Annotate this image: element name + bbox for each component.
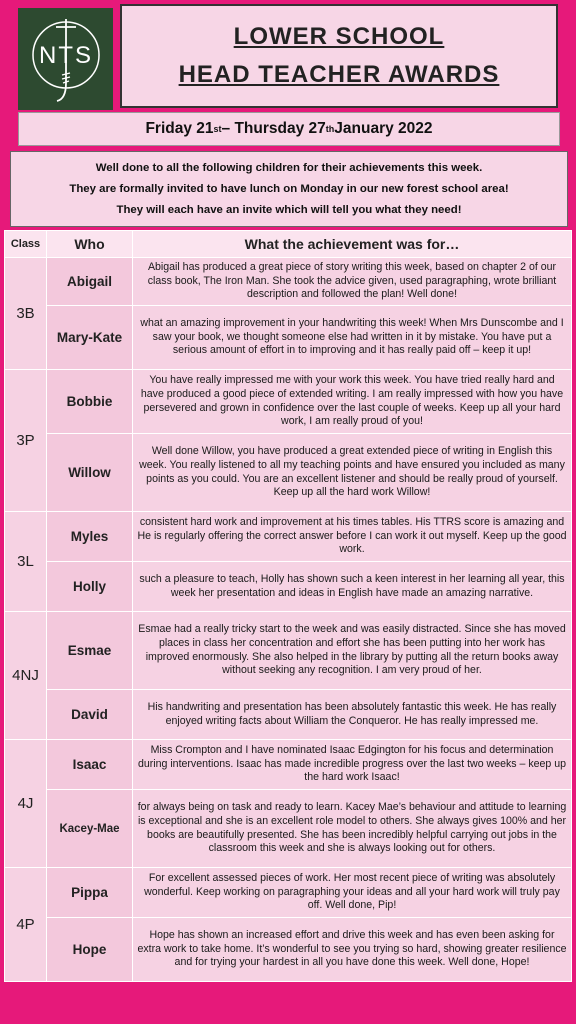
table-row [5,790,572,868]
date-sup-2: th [325,124,335,134]
school-crest-icon [23,13,109,105]
table-row [5,740,572,790]
achievement-text: Miss Crompton and I have nominated Isaac Edgington for his focus and determination during interventions. Isaac has made incredible progress over the last two weeks – keep up the hard work Isaac! [133,740,572,790]
achievement-text: Esmae had a really tricky start to the week and was easily distracted. Since she has moved places in class her concentration and effort she has been putting into her work has improved enormously. She also helped in the library by putting all the return books away without seeking any recognition. I am very proud of her. [133,612,572,690]
table-row [5,306,572,370]
intro-message [10,151,568,227]
header-class: Class [5,231,47,258]
table-row [5,562,572,612]
title-line-2: HEAD TEACHER AWARDS [178,61,500,88]
table-row [5,690,572,740]
achievement-text: Abigail has produced a great piece of story writing this week, based on chapter 2 of our class book, The Iron Man. She took the advice given, used paragraphing, wrote brilliant description and followed the plan! Well done! [133,258,572,306]
pupil-name: Esmae [47,612,133,690]
table-row [5,434,572,512]
logo-lettering: NTS [38,42,93,69]
intro-line-3: They will each have an invite which will tell you what they need! [116,203,462,216]
achievement-text: His handwriting and presentation has been absolutely fantastic this week. He has really enjoyed writing facts about William the Conqueror. He has really impressed me. [133,690,572,740]
achievement-text: Well done Willow, you have produced a great extended piece of writing in English this week. You really listened to all my teaching points and have ensured you included as many points as you could. You are an excellent listener and should be really proud of yourself. Keep up all the hard work Willow! [133,434,572,512]
pupil-name: Pippa [47,868,133,918]
pupil-name: Holly [47,562,133,612]
achievement-text: such a pleasure to teach, Holly has shown such a keen interest in her learning all year, this week her presentation and ideas in English have made an amazing narrative. [133,562,572,612]
title-banner [120,4,558,108]
pupil-name: Bobbie [47,370,133,434]
achievement-text: Hope has shown an increased effort and drive this week and has even been asking for extra work to take home. It’s wonderful to see you trying so hard, showing greater resilience and for trying your hardest in all you have done this week. Well done, Hope! [133,918,572,982]
pupil-name: Kacey-Mae [47,790,133,868]
title-line-1: LOWER SCHOOL [233,23,445,50]
class-cell: 3P [5,370,47,512]
table-row [5,612,572,690]
date-prefix: Friday 21 [145,120,214,137]
table-row [5,258,572,306]
school-logo [18,8,113,110]
class-cell: 3B [5,258,47,370]
pupil-name: Isaac [47,740,133,790]
table-row [5,512,572,562]
pupil-name: Willow [47,434,133,512]
achievement-text: what an amazing improvement in your handwriting this week! When Mrs Dunscombe and I saw your book, we thought someone else had written in it by mistake. You have put a serious amount of effort in to improving and it has really paid off – keep it up! [133,306,572,370]
table-row [5,370,572,434]
pupil-name: Hope [47,918,133,982]
achievement-text: You have really impressed me with your work this week. You have tried really hard and have produced a good piece of extended writing. I am really impressed with how you have persevered and grown in confidence over the last couple of weeks. Keep up all your hard work, I am really proud of you! [133,370,572,434]
date-range [18,112,560,146]
achievement-text: for always being on task and ready to learn. Kacey Mae’s behaviour and attitude to learning is exceptional and she is an excellent role model to others. She always gives 100% and her books are beautifully presented. She has been incredibly helpful carrying out jobs in the classroom this week and she is always looking out for others. [133,790,572,868]
pupil-name: Abigail [47,258,133,306]
intro-line-1: Well done to all the following children for their achievements this week. [95,161,483,174]
pupil-name: David [47,690,133,740]
table-row [5,918,572,982]
awards-table [4,230,572,982]
class-cell: 4J [5,740,47,868]
date-middle: – Thursday 27 [221,120,326,137]
header-what: What the achievement was for… [133,231,572,258]
table-row [5,868,572,918]
table-header-row [5,231,572,258]
class-cell: 4P [5,868,47,982]
date-sup-1: st [213,124,222,134]
date-suffix: January 2022 [334,120,433,137]
header-who: Who [47,231,133,258]
achievement-text: For excellent assessed pieces of work. Her most recent piece of writing was absolutely wonderful. Keep working on paragraphing your ideas and all your hard work will truly pay off. Well done, Pip! [133,868,572,918]
class-cell: 3L [5,512,47,612]
pupil-name: Myles [47,512,133,562]
achievement-text: consistent hard work and improvement at his times tables. His TTRS score is amazing and He is regularly offering the correct answer before I can work it out myself. Keep up the good work. [133,512,572,562]
class-cell: 4NJ [5,612,47,740]
pupil-name: Mary-Kate [47,306,133,370]
intro-line-2: They are formally invited to have lunch on Monday in our new forest school area! [69,182,509,195]
